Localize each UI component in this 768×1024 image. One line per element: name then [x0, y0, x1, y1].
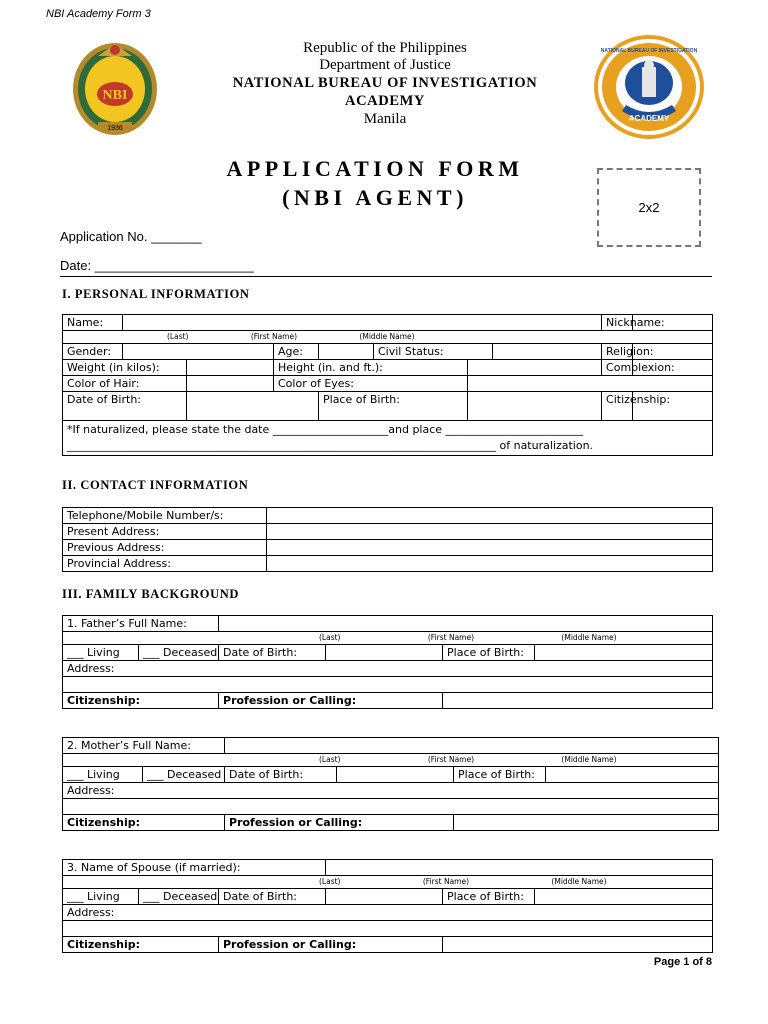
weight-input[interactable] — [187, 360, 274, 376]
spouse-name-input[interactable] — [326, 860, 713, 876]
spouse-dob-input[interactable] — [326, 889, 443, 905]
spouse-deceased-option[interactable]: ___ Deceased — [139, 889, 219, 905]
name-input[interactable] — [123, 315, 602, 331]
father-living-option[interactable]: ___ Living — [63, 645, 139, 661]
section-contact: II. CONTACT INFORMATION — [62, 478, 249, 492]
name-label: Name: — [63, 315, 123, 331]
mother-address-input[interactable] — [63, 799, 719, 815]
application-no-field[interactable]: Application No. _______ — [60, 229, 202, 244]
mother-living-option[interactable]: ___ Living — [63, 767, 143, 783]
mother-deceased-option[interactable]: ___ Deceased — [143, 767, 225, 783]
nbi-academy-seal-icon — [592, 33, 706, 141]
naturalization-line-1: *If naturalized, please state the date _____________________and place _________________________ — [67, 423, 584, 436]
phone-input[interactable] — [267, 508, 713, 524]
father-name-input[interactable] — [219, 616, 713, 632]
height-input[interactable] — [468, 360, 602, 376]
spouse-name-sublabels: (Last) (First Name) (Middle Name) — [63, 876, 713, 889]
header-department: Department of Justice — [319, 57, 451, 73]
civil-status-label: Civil Status: — [374, 344, 493, 360]
photo-box — [597, 168, 701, 247]
personal-info-table — [62, 314, 713, 456]
header-academy: ACADEMY — [345, 93, 425, 109]
spouse-living-option[interactable]: ___ Living — [63, 889, 139, 905]
present-address-label: Present Address: — [63, 524, 267, 540]
civil-status-input[interactable] — [493, 344, 602, 360]
mother-address-label: Address: — [63, 783, 719, 799]
age-input[interactable] — [319, 344, 374, 360]
section-family: III. FAMILY BACKGROUND — [62, 587, 239, 601]
spouse-citizenship-label: Citizenship: — [63, 937, 219, 953]
previous-address-label: Previous Address: — [63, 540, 267, 556]
mother-pob-input[interactable] — [546, 767, 719, 783]
mother-name-input[interactable] — [225, 738, 719, 754]
header-city: Manila — [363, 111, 407, 127]
mother-profession-label: Profession or Calling: — [225, 815, 454, 831]
spouse-address-label: Address: — [63, 905, 713, 921]
header-bureau: NATIONAL BUREAU OF INVESTIGATION — [232, 75, 538, 91]
mother-profession-input[interactable] — [454, 815, 719, 831]
father-name-sublabels: (Last) (First Name) (Middle Name) — [63, 632, 713, 645]
eyes-input[interactable] — [468, 376, 713, 392]
hair-input[interactable] — [187, 376, 274, 392]
present-address-input[interactable] — [267, 524, 713, 540]
previous-address-input[interactable] — [267, 540, 713, 556]
divider — [60, 276, 712, 277]
form-code: NBI Academy Form 3 — [46, 8, 151, 20]
mother-dob-input[interactable] — [337, 767, 454, 783]
pob-label: Place of Birth: — [319, 392, 468, 421]
spouse-address-input[interactable] — [63, 921, 713, 937]
nbi-seal-icon — [70, 34, 160, 138]
dob-label: Date of Birth: — [63, 392, 187, 421]
complexion-label: Complexion: — [602, 360, 633, 376]
father-deceased-option[interactable]: ___ Deceased — [139, 645, 219, 661]
spouse-table — [62, 859, 713, 953]
header-republic: Republic of the Philippines — [303, 40, 467, 56]
spouse-pob-input[interactable] — [535, 889, 713, 905]
dob-input[interactable] — [187, 392, 319, 421]
nickname-label: Nickname: — [602, 315, 633, 331]
father-name-label: 1. Father’s Full Name: — [63, 616, 219, 632]
mother-name-sublabels: (Last) (First Name) (Middle Name) — [63, 754, 719, 767]
photo-label: 2x2 — [638, 200, 660, 215]
form-subtitle: (NBI AGENT) — [282, 185, 468, 210]
mother-table — [62, 737, 719, 831]
section-personal: I. PERSONAL INFORMATION — [62, 287, 250, 301]
mother-pob-label: Place of Birth: — [454, 767, 546, 783]
father-citizenship-label: Citizenship: — [63, 693, 219, 709]
name-sublabels: (Last) (First Name) (Middle Name) — [63, 331, 713, 344]
naturalization-block[interactable] — [63, 421, 713, 456]
contact-table — [62, 507, 713, 572]
spouse-dob-label: Date of Birth: — [219, 889, 326, 905]
father-address-label: Address: — [63, 661, 713, 677]
mother-name-label: 2. Mother’s Full Name: — [63, 738, 225, 754]
academy-seal-text: ACADEMY — [628, 114, 670, 123]
seal-nbi-text: NBI — [102, 88, 128, 103]
phone-label: Telephone/Mobile Number/s: — [63, 508, 267, 524]
date-field[interactable]: Date: ______________________ — [60, 258, 254, 273]
spouse-profession-label: Profession or Calling: — [219, 937, 443, 953]
naturalization-line-2: ______________________________________________________________________________ of naturalization. — [67, 439, 594, 452]
gender-label: Gender: — [63, 344, 123, 360]
father-profession-input[interactable] — [443, 693, 713, 709]
gender-input[interactable] — [123, 344, 274, 360]
page-number: Page 1 of 8 — [653, 956, 712, 968]
height-label: Height (in. and ft.): — [274, 360, 468, 376]
seal-year-text: 1936 — [107, 125, 123, 132]
mother-dob-label: Date of Birth: — [225, 767, 337, 783]
father-pob-label: Place of Birth: — [443, 645, 535, 661]
father-dob-input[interactable] — [326, 645, 443, 661]
spouse-name-label: 3. Name of Spouse (if married): — [63, 860, 326, 876]
mother-citizenship-label: Citizenship: — [63, 815, 225, 831]
father-profession-label: Profession or Calling: — [219, 693, 443, 709]
father-address-input[interactable] — [63, 677, 713, 693]
eyes-label: Color of Eyes: — [274, 376, 468, 392]
hair-label: Color of Hair: — [63, 376, 187, 392]
father-dob-label: Date of Birth: — [219, 645, 326, 661]
pob-input[interactable] — [468, 392, 602, 421]
weight-label: Weight (in kilos): — [63, 360, 187, 376]
father-pob-input[interactable] — [535, 645, 713, 661]
father-table — [62, 615, 713, 709]
age-label: Age: — [274, 344, 319, 360]
spouse-profession-input[interactable] — [443, 937, 713, 953]
form-title: APPLICATION FORM — [226, 156, 524, 181]
provincial-address-label: Provincial Address: — [63, 556, 267, 572]
citizenship-label: Citizenship: — [602, 392, 633, 421]
academy-ring-text: NATIONAL BUREAU OF INVESTIGATION — [600, 48, 698, 54]
spouse-pob-label: Place of Birth: — [443, 889, 535, 905]
religion-label: Religion: — [602, 344, 633, 360]
provincial-address-input[interactable] — [267, 556, 713, 572]
